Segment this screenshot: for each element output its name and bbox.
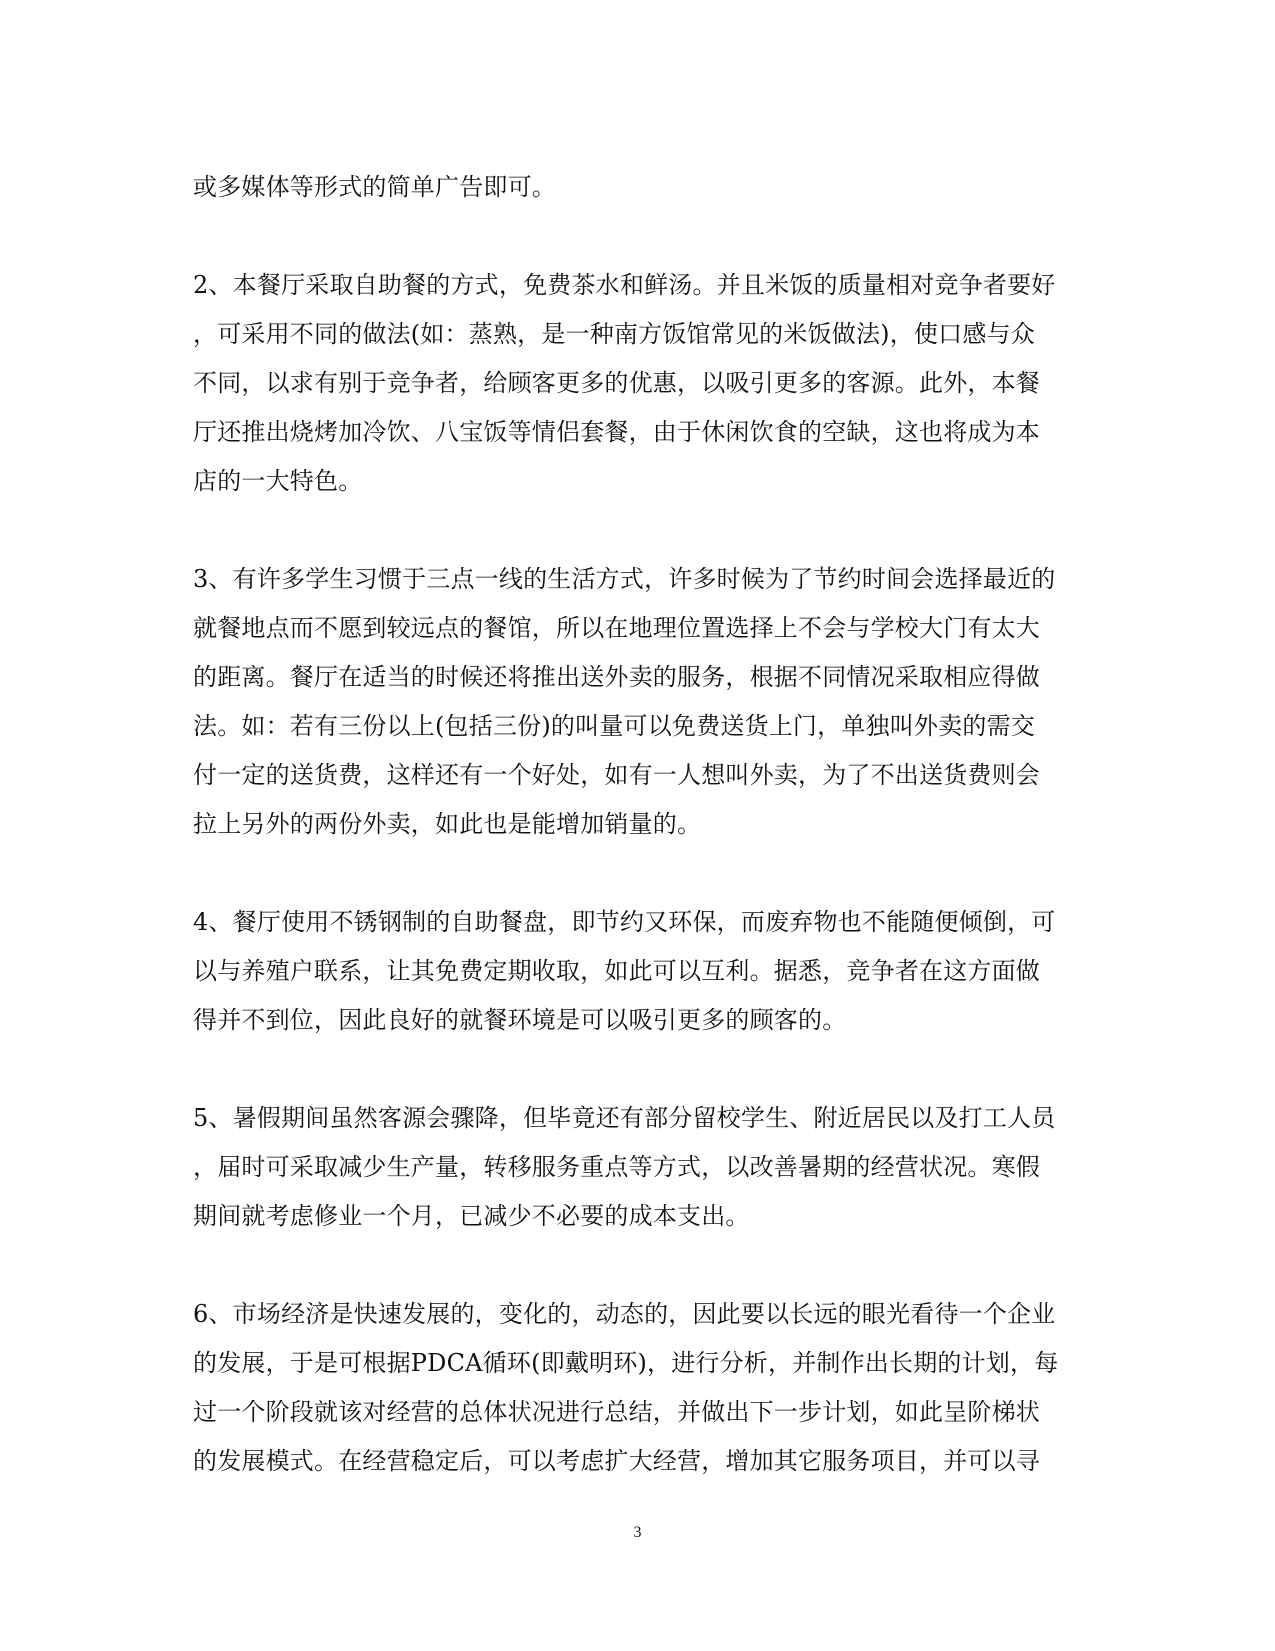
paragraph-2-line-3: 法。如：若有三份以上(包括三份)的叫量可以免费送货上门，单独叫外卖的需交: [193, 712, 1035, 740]
paragraph-4-line-1: ，届时可采取减少生产量，转移服务重点等方式，以改善暑期的经营状况。寒假: [193, 1153, 1040, 1181]
paragraph-2-line-2: 的距离。餐厅在适当的时候还将推出送外卖的服务，根据不同情况采取相应得做: [193, 663, 1040, 691]
paragraph-1-line-0: 2、本餐厅采取自助餐的方式，免费茶水和鲜汤。并且米饭的质量相对竞争者要好: [193, 271, 1056, 299]
paragraph-1-line-4: 店的一大特色。: [193, 467, 363, 495]
page-number: 3: [633, 1524, 642, 1541]
paragraph-2-line-1: 就餐地点而不愿到较远点的餐馆，所以在地理位置选择上不会与学校大门有太大: [193, 614, 1040, 642]
paragraph-0-line-0: 或多媒体等形式的简单广告即可。: [193, 173, 556, 201]
paragraph-3-line-0: 4、餐厅使用不锈钢制的自助餐盘，即节约又环保，而废弃物也不能随便倾倒，可: [193, 908, 1056, 936]
paragraph-2-line-5: 拉上另外的两份外卖，如此也是能增加销量的。: [193, 810, 702, 838]
paragraph-5-line-1: 的发展，于是可根据PDCA循环(即戴明环)，进行分析，并制作出长期的计划，每: [193, 1349, 1059, 1377]
paragraph-gap: [193, 212, 1083, 261]
paragraph-gap: [193, 849, 1083, 898]
paragraph-3-line-1: 以与养殖户联系，让其免费定期收取，如此可以互利。据悉，竞争者在这方面做: [193, 957, 1040, 985]
paragraph-2-line-4: 付一定的送货费，这样还有一个好处，如有一人想叫外卖，为了不出送货费则会: [193, 761, 1040, 789]
paragraph-1-line-3: 厅还推出烧烤加冷饮、八宝饭等情侣套餐，由于休闲饮食的空缺，这也将成为本: [193, 418, 1040, 446]
paragraph-2-line-0: 3、有许多学生习惯于三点一线的生活方式，许多时候为了节约时间会选择最近的: [193, 565, 1056, 593]
paragraph-4-line-0: 5、暑假期间虽然客源会骤降，但毕竟还有部分留校学生、附近居民以及打工人员: [193, 1104, 1056, 1132]
paragraph-5-line-0: 6、市场经济是快速发展的，变化的，动态的，因此要以长远的眼光看待一个企业: [193, 1300, 1056, 1328]
paragraph-gap: [193, 506, 1083, 555]
paragraph-5-line-3: 的发展模式。在经营稳定后，可以考虑扩大经营，增加其它服务项目，并可以寻: [193, 1447, 1040, 1475]
paragraph-4-line-2: 期间就考虑修业一个月，已减少不必要的成本支出。: [193, 1202, 750, 1230]
paragraph-gap: [193, 1045, 1083, 1094]
paragraph-gap: [193, 1241, 1083, 1290]
paragraph-1-line-1: ，可采用不同的做法(如：蒸熟，是一种南方饭馆常见的米饭做法)，使口感与众: [193, 320, 1035, 348]
paragraph-1-line-2: 不同，以求有别于竞争者，给顾客更多的优惠，以吸引更多的客源。此外，本餐: [193, 369, 1040, 397]
body-text: [193, 163, 1083, 1486]
paragraph-3-line-2: 得并不到位，因此良好的就餐环境是可以吸引更多的顾客的。: [193, 1006, 847, 1034]
paragraph-5-line-2: 过一个阶段就该对经营的总体状况进行总结，并做出下一步计划，如此呈阶梯状: [193, 1398, 1040, 1426]
